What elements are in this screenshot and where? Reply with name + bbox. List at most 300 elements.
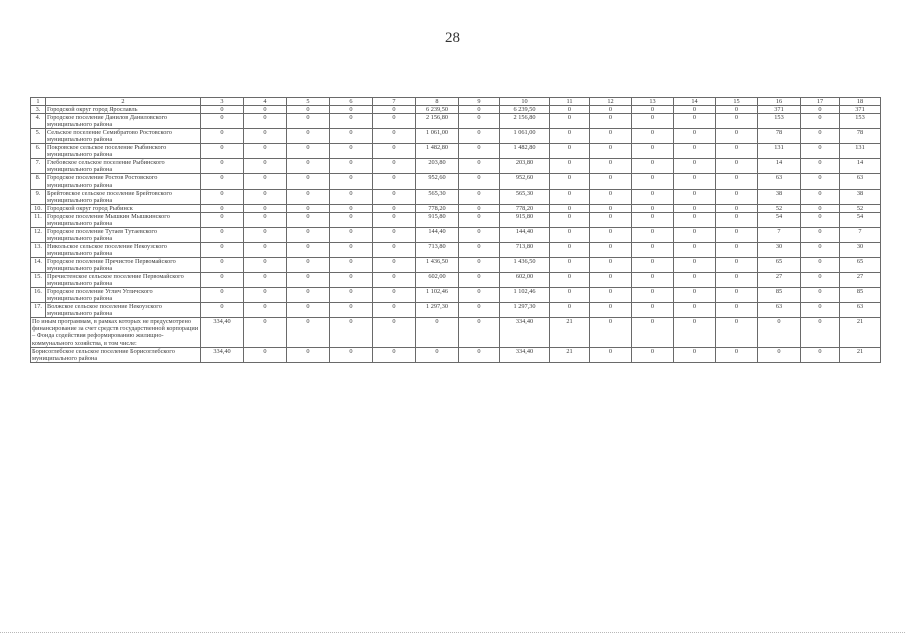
value-cell: 0 [632,347,674,362]
value-cell: 602,00 [500,273,550,288]
value-cell: 27 [840,273,881,288]
value-cell: 54 [758,212,801,227]
row-number-cell: 9. [31,189,46,204]
value-cell: 0 [373,242,416,257]
value-cell: 0 [373,189,416,204]
value-cell: 0 [373,144,416,159]
value-cell: 0 [801,106,840,114]
value-cell: 38 [758,189,801,204]
value-cell: 0 [632,129,674,144]
row-number-cell: 8. [31,174,46,189]
table-row [31,212,881,227]
value-cell: 0 [244,106,287,114]
value-cell: 0 [801,318,840,347]
value-cell: 0 [674,129,716,144]
value-cell: 0 [201,303,244,318]
row-number-cell: 14. [31,257,46,272]
value-cell: 0 [632,189,674,204]
municipality-name-cell: Городское поселение Мышкин Мышкинского муниципального района [46,212,201,227]
value-cell: 0 [287,174,330,189]
value-cell: 78 [840,129,881,144]
column-number-cell: 1 [31,98,46,106]
value-cell: 0 [674,288,716,303]
value-cell: 0 [201,189,244,204]
value-cell: 0 [287,227,330,242]
row-number-cell: 4. [31,114,46,129]
table-row [31,227,881,242]
value-cell: 0 [373,273,416,288]
value-cell: 0 [590,106,632,114]
value-cell: 0 [716,273,758,288]
value-cell: 713,80 [500,242,550,257]
value-cell: 0 [201,227,244,242]
column-number-cell: 8 [416,98,459,106]
value-cell: 65 [840,257,881,272]
value-cell: 21 [550,318,590,347]
summary-label-cell: Борисоглебское сельское поселение Борисоглебского муниципального района [31,347,201,362]
value-cell: 0 [801,303,840,318]
value-cell: 78 [758,129,801,144]
value-cell: 0 [330,144,373,159]
value-cell: 0 [716,318,758,347]
value-cell: 7 [758,227,801,242]
value-cell: 0 [244,159,287,174]
value-cell: 0 [632,242,674,257]
value-cell: 0 [244,212,287,227]
municipality-name-cell: Покровское сельское поселение Рыбинского муниципального района [46,144,201,159]
value-cell: 0 [201,159,244,174]
table-row [31,204,881,212]
value-cell: 0 [373,106,416,114]
value-cell: 6 239,50 [416,106,459,114]
column-number-cell: 14 [674,98,716,106]
value-cell: 0 [373,347,416,362]
value-cell: 0 [801,144,840,159]
value-cell: 0 [632,318,674,347]
value-cell: 0 [459,144,500,159]
value-cell: 0 [201,106,244,114]
column-number-cell: 9 [459,98,500,106]
value-cell: 0 [716,159,758,174]
value-cell: 0 [244,114,287,129]
municipality-name-cell: Глебовское сельское поселение Рыбинского муниципального района [46,159,201,174]
value-cell: 0 [550,106,590,114]
table-row [31,242,881,257]
value-cell: 14 [758,159,801,174]
table-row [31,257,881,272]
value-cell: 0 [590,288,632,303]
value-cell: 21 [840,347,881,362]
column-number-cell: 10 [500,98,550,106]
value-cell: 153 [840,114,881,129]
municipality-name-cell: Городской округ город Ярославль [46,106,201,114]
value-cell: 0 [590,227,632,242]
value-cell: 0 [632,212,674,227]
value-cell: 0 [801,204,840,212]
value-cell: 0 [632,257,674,272]
value-cell: 1 102,46 [500,288,550,303]
value-cell: 0 [674,174,716,189]
value-cell: 334,40 [201,318,244,347]
value-cell: 0 [716,257,758,272]
column-number-cell: 3 [201,98,244,106]
row-number-cell: 6. [31,144,46,159]
value-cell: 65 [758,257,801,272]
value-cell: 952,60 [500,174,550,189]
municipality-name-cell: Городское поселение Пречистое Первомайского муниципального района [46,257,201,272]
municipality-name-cell: Городское поселение Данилов Даниловского муниципального района [46,114,201,129]
value-cell: 85 [758,288,801,303]
value-cell: 0 [373,129,416,144]
value-cell: 27 [758,273,801,288]
value-cell: 0 [373,288,416,303]
table-row [31,106,881,114]
value-cell: 0 [330,212,373,227]
value-cell: 0 [590,273,632,288]
value-cell: 0 [674,303,716,318]
value-cell: 0 [716,129,758,144]
value-cell: 0 [373,257,416,272]
value-cell: 1 297,30 [416,303,459,318]
page-number: 28 [445,30,460,46]
value-cell: 0 [244,288,287,303]
column-number-cell: 7 [373,98,416,106]
column-number-cell: 12 [590,98,632,106]
value-cell: 0 [416,347,459,362]
value-cell: 0 [550,242,590,257]
value-cell: 0 [590,159,632,174]
value-cell: 0 [287,204,330,212]
value-cell: 63 [758,174,801,189]
value-cell: 0 [674,159,716,174]
value-cell: 0 [550,212,590,227]
value-cell: 52 [758,204,801,212]
value-cell: 0 [801,159,840,174]
municipality-name-cell: Пречистенское сельское поселение Первомайского муниципального района [46,273,201,288]
value-cell: 0 [201,273,244,288]
value-cell: 0 [550,114,590,129]
value-cell: 14 [840,159,881,174]
value-cell: 0 [330,257,373,272]
value-cell: 0 [674,318,716,347]
value-cell: 0 [716,212,758,227]
value-cell: 0 [330,204,373,212]
value-cell: 21 [550,347,590,362]
value-cell: 0 [716,242,758,257]
municipality-name-cell: Городской округ город Рыбинск [46,204,201,212]
value-cell: 0 [590,212,632,227]
value-cell: 0 [459,212,500,227]
row-number-cell: 3. [31,106,46,114]
row-number-cell: 5. [31,129,46,144]
value-cell: 0 [590,129,632,144]
value-cell: 0 [459,114,500,129]
row-number-cell: 7. [31,159,46,174]
value-cell: 0 [330,174,373,189]
value-cell: 0 [330,303,373,318]
value-cell: 565,30 [416,189,459,204]
value-cell: 0 [801,257,840,272]
value-cell: 85 [840,288,881,303]
value-cell: 38 [840,189,881,204]
value-cell: 0 [801,273,840,288]
value-cell: 0 [674,257,716,272]
value-cell: 203,80 [500,159,550,174]
value-cell: 0 [716,106,758,114]
value-cell: 0 [287,189,330,204]
value-cell: 0 [287,303,330,318]
value-cell: 1 102,46 [416,288,459,303]
value-cell: 0 [244,257,287,272]
table-summary-row [31,347,881,362]
value-cell: 334,40 [500,318,550,347]
value-cell: 0 [244,303,287,318]
value-cell: 0 [201,114,244,129]
value-cell: 0 [632,114,674,129]
value-cell: 778,20 [500,204,550,212]
value-cell: 131 [758,144,801,159]
value-cell: 0 [244,227,287,242]
value-cell: 0 [632,204,674,212]
value-cell: 0 [590,189,632,204]
scan-bottom-edge [0,632,905,634]
value-cell: 0 [373,227,416,242]
value-cell: 2 156,80 [416,114,459,129]
table-row [31,159,881,174]
value-cell: 0 [287,257,330,272]
table-row [31,174,881,189]
value-cell: 0 [801,227,840,242]
value-cell: 0 [330,114,373,129]
value-cell: 0 [674,212,716,227]
value-cell: 30 [758,242,801,257]
value-cell: 0 [287,129,330,144]
table-row [31,114,881,129]
value-cell: 0 [459,303,500,318]
value-cell: 0 [550,273,590,288]
value-cell: 0 [716,303,758,318]
value-cell: 0 [674,227,716,242]
value-cell: 0 [632,288,674,303]
value-cell: 0 [287,159,330,174]
value-cell: 0 [244,129,287,144]
value-cell: 0 [373,174,416,189]
table-summary-row [31,318,881,347]
value-cell: 0 [758,318,801,347]
value-cell: 54 [840,212,881,227]
value-cell: 0 [590,144,632,159]
value-cell: 0 [287,318,330,347]
value-cell: 63 [840,303,881,318]
value-cell: 371 [758,106,801,114]
value-cell: 602,00 [416,273,459,288]
value-cell: 0 [201,242,244,257]
value-cell: 0 [330,227,373,242]
value-cell: 0 [550,159,590,174]
value-cell: 1 061,00 [500,129,550,144]
value-cell: 0 [801,212,840,227]
table-header-row [31,98,881,106]
value-cell: 0 [373,303,416,318]
value-cell: 0 [373,159,416,174]
value-cell: 0 [244,242,287,257]
value-cell: 0 [330,159,373,174]
value-cell: 565,30 [500,189,550,204]
value-cell: 0 [201,257,244,272]
value-cell: 0 [550,227,590,242]
value-cell: 1 061,00 [416,129,459,144]
value-cell: 0 [590,174,632,189]
value-cell: 713,80 [416,242,459,257]
value-cell: 952,60 [416,174,459,189]
value-cell: 0 [801,174,840,189]
value-cell: 0 [244,189,287,204]
value-cell: 0 [632,273,674,288]
column-number-cell: 15 [716,98,758,106]
value-cell: 0 [330,129,373,144]
value-cell: 0 [801,189,840,204]
value-cell: 0 [459,273,500,288]
table-row [31,288,881,303]
value-cell: 0 [201,129,244,144]
value-cell: 1 436,50 [500,257,550,272]
row-number-cell: 15. [31,273,46,288]
municipality-name-cell: Сельское поселение Семибратово Ростовского муниципального района [46,129,201,144]
value-cell: 0 [716,227,758,242]
value-cell: 0 [287,288,330,303]
value-cell: 0 [801,129,840,144]
table-row [31,303,881,318]
value-cell: 21 [840,318,881,347]
value-cell: 6 239,50 [500,106,550,114]
municipality-name-cell: Городское поселение Тутаев Тутаевского муниципального района [46,227,201,242]
value-cell: 0 [287,273,330,288]
value-cell: 0 [632,106,674,114]
column-number-cell: 18 [840,98,881,106]
value-cell: 1 436,50 [416,257,459,272]
value-cell: 0 [674,242,716,257]
value-cell: 0 [459,257,500,272]
value-cell: 0 [287,212,330,227]
value-cell: 0 [287,347,330,362]
value-cell: 0 [758,347,801,362]
row-number-cell: 13. [31,242,46,257]
value-cell: 0 [459,318,500,347]
value-cell: 0 [201,288,244,303]
row-number-cell: 16. [31,288,46,303]
value-cell: 0 [459,288,500,303]
value-cell: 0 [330,347,373,362]
value-cell: 1 297,30 [500,303,550,318]
value-cell: 0 [244,204,287,212]
row-number-cell: 17. [31,303,46,318]
value-cell: 0 [244,318,287,347]
value-cell: 0 [632,159,674,174]
value-cell: 0 [716,347,758,362]
value-cell: 371 [840,106,881,114]
value-cell: 0 [590,114,632,129]
value-cell: 0 [287,106,330,114]
value-cell: 203,80 [416,159,459,174]
column-number-cell: 16 [758,98,801,106]
value-cell: 30 [840,242,881,257]
value-cell: 0 [674,144,716,159]
value-cell: 0 [550,189,590,204]
value-cell: 334,40 [500,347,550,362]
value-cell: 0 [287,242,330,257]
value-cell: 0 [550,204,590,212]
municipality-name-cell: Городское поселение Углич Угличского муниципального района [46,288,201,303]
column-number-cell: 4 [244,98,287,106]
value-cell: 0 [590,347,632,362]
value-cell: 0 [416,318,459,347]
value-cell: 334,40 [201,347,244,362]
value-cell: 0 [632,144,674,159]
value-cell: 0 [201,144,244,159]
value-cell: 0 [716,288,758,303]
value-cell: 0 [674,204,716,212]
table-row [31,273,881,288]
row-number-cell: 10. [31,204,46,212]
value-cell: 0 [590,257,632,272]
table-row [31,129,881,144]
value-cell: 2 156,80 [500,114,550,129]
value-cell: 0 [590,318,632,347]
value-cell: 144,40 [500,227,550,242]
value-cell: 0 [674,106,716,114]
value-cell: 0 [201,204,244,212]
value-cell: 0 [244,144,287,159]
table-body [31,98,881,363]
column-number-cell: 5 [287,98,330,106]
value-cell: 0 [459,189,500,204]
value-cell: 0 [716,189,758,204]
value-cell: 52 [840,204,881,212]
value-cell: 0 [632,227,674,242]
value-cell: 0 [459,242,500,257]
value-cell: 0 [330,273,373,288]
value-cell: 0 [801,347,840,362]
value-cell: 63 [758,303,801,318]
value-cell: 0 [459,159,500,174]
value-cell: 778,20 [416,204,459,212]
value-cell: 131 [840,144,881,159]
municipality-name-cell: Никольское сельское поселение Некоузского муниципального района [46,242,201,257]
value-cell: 0 [590,242,632,257]
value-cell: 0 [459,204,500,212]
value-cell: 0 [244,273,287,288]
value-cell: 0 [716,174,758,189]
value-cell: 0 [330,242,373,257]
value-cell: 0 [287,114,330,129]
value-cell: 0 [716,114,758,129]
value-cell: 153 [758,114,801,129]
value-cell: 0 [550,129,590,144]
municipality-name-cell: Городское поселение Ростов Ростовского муниципального района [46,174,201,189]
value-cell: 0 [330,189,373,204]
row-number-cell: 12. [31,227,46,242]
value-cell: 7 [840,227,881,242]
column-number-cell: 6 [330,98,373,106]
value-cell: 0 [330,288,373,303]
value-cell: 0 [716,204,758,212]
value-cell: 0 [550,257,590,272]
value-cell: 0 [632,174,674,189]
value-cell: 0 [801,242,840,257]
value-cell: 0 [801,288,840,303]
value-cell: 0 [330,106,373,114]
value-cell: 0 [330,318,373,347]
